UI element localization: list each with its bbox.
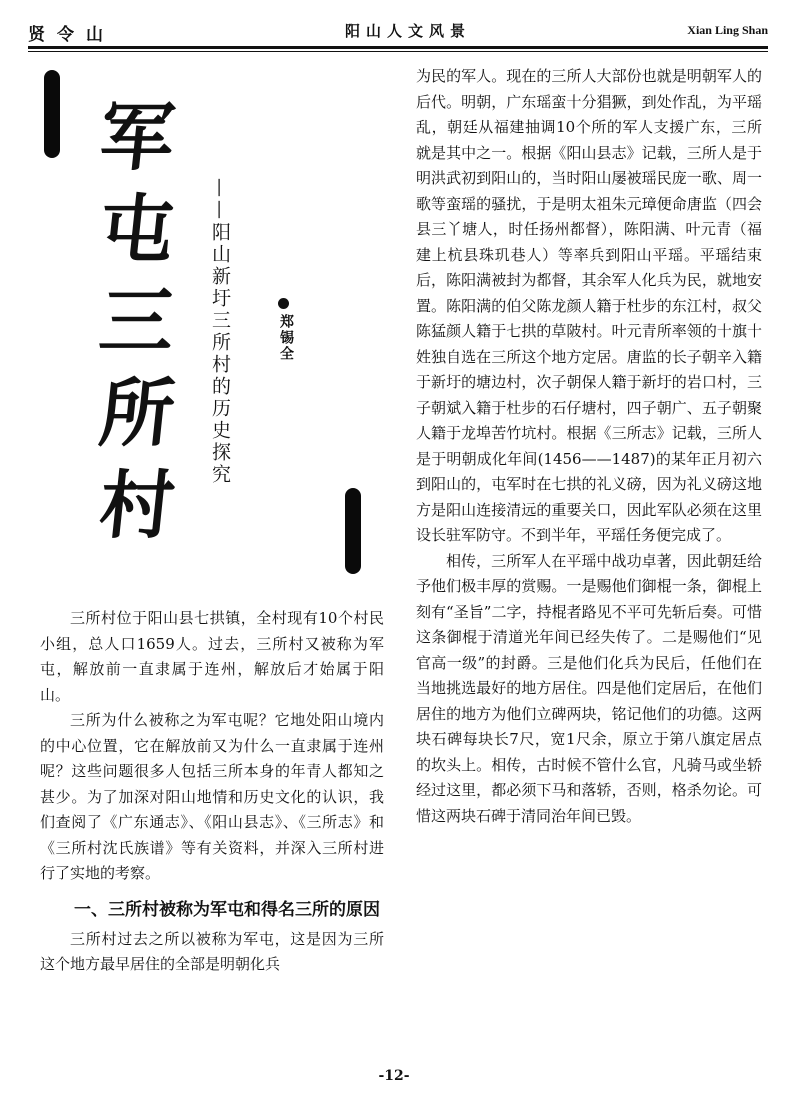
article-title bbox=[95, 92, 179, 552]
title-char: 所 bbox=[95, 371, 179, 457]
body-paragraph: 三所为什么被称之为军屯呢？它地处阳山境内的中心位置，它在解放前又为什么一直隶属于连州呢？这些问题很多人包括三所本身的年青人都知之甚少。为了加深对阳山地情和历史文化的认识，我们查阅了《广东通志》、《阳山县志》、《三所志》和《三所村沈氏族谱》等有关资料，并深入三所村进行了实地的考察。 bbox=[40, 711, 384, 882]
decorative-bar-top bbox=[44, 70, 60, 158]
header-magazine-name: 贤令山 bbox=[28, 25, 115, 45]
header-magazine-latin: Xian Ling Shan bbox=[687, 23, 768, 37]
title-char: 军 bbox=[95, 95, 179, 181]
body-paragraph: 相传，三所军人在平瑶中战功卓著，因此朝廷给予他们极丰厚的赏赐。一是赐他们御棍一条，御棍上刻有“圣旨”二字，持棍者路见不平可先斩后奏。可惜这条御棍于清道光年间已经失传了。二是赐他们“见官高一级”的封爵。三是他们化兵为民后，任他们在当地挑选最好的地方居住。四是他们定居后，在他们居住的地方为他们立碑两块，铭记他们的功德。这两块石碑每块长7尺，宽1尺余，原立于第八旗定居点的坎头上。相传，古时候不管什么官，凡骑马或坐轿经过这里，都必须下马和落轿，否则，格杀勿论。可惜这两块石碑于清同治年间已毁。 bbox=[416, 551, 762, 825]
article-subtitle: ——阳山新圩三所村的历史探究 bbox=[209, 178, 231, 486]
left-text-column bbox=[40, 606, 384, 978]
section-heading: 一、三所村被称为军屯和得名三所的原因 bbox=[74, 899, 380, 920]
title-char: 村 bbox=[95, 463, 179, 549]
right-text-column bbox=[416, 64, 762, 829]
header-rule-thick bbox=[28, 46, 768, 49]
body-paragraph: 为民的军人。现在的三所人大部份也就是明朝军人的后代。明朝，广东瑶蛮十分猖獗，到处作乱，为平瑶乱，朝廷从福建抽调10个所的军人支援广东，三所就是其中之一。根据《阳山县志》记载，三所人是于明洪武初到阳山的，当时阳山屡被瑶民庞一歌、周一歌等蛮瑶的骚扰，于是明太祖朱元璋便命唐监（四会县三丫塘人，时任扬州都督），陈阳满、叶元青（福建上杭县珠玑巷人）等率兵到阳山平瑶。平瑶结束后，陈阳满被封为都督，其余军人化兵为民，就地安置。陈阳满的伯父陈龙颜人籍于杜步的东江村，叔父陈猛颜人籍于七拱的草陂村。叶元青所率领的十旗十姓独自选在三所这个地方定居。唐监的长子朝辛入籍于新圩的塘边村，次子朝保人籍于新圩的岩口村，三子朝斌入籍于杜步的石仔塘村，四子朝广、五子朝聚人籍于龙埠苦竹坑村。根据《三所志》记载，三所人是于明朝成化年间(1456——1487)的某年正月初六到阳山的，屯军时在七拱的礼义磅，因为礼义磅这地方是阳山连接清远的重要关口，因此军队必须在这里设长驻军防守。不到半年，平瑶任务便完成了。 bbox=[416, 67, 762, 544]
article-author: 郑锡全 bbox=[278, 314, 294, 362]
title-char: 屯 bbox=[95, 187, 179, 273]
running-header bbox=[28, 18, 768, 45]
decorative-bar-bottom bbox=[345, 488, 361, 574]
header-rule-thin bbox=[28, 51, 768, 52]
title-char: 三 bbox=[95, 279, 179, 365]
body-paragraph: 三所村过去之所以被称为军屯，这是因为三所这个地方最早居住的全部是明朝化兵 bbox=[40, 929, 384, 973]
body-paragraph: 三所村位于阳山县七拱镇，全村现有10个村民小组，总人口1659人。过去，三所村又被称为军屯，解放前一直隶属于连州，解放后才始属于阳山。 bbox=[40, 609, 384, 704]
header-column-name: 阳山人文风景 bbox=[344, 22, 471, 40]
page-number: -12- bbox=[378, 1068, 410, 1084]
bullet-dot bbox=[278, 298, 289, 309]
